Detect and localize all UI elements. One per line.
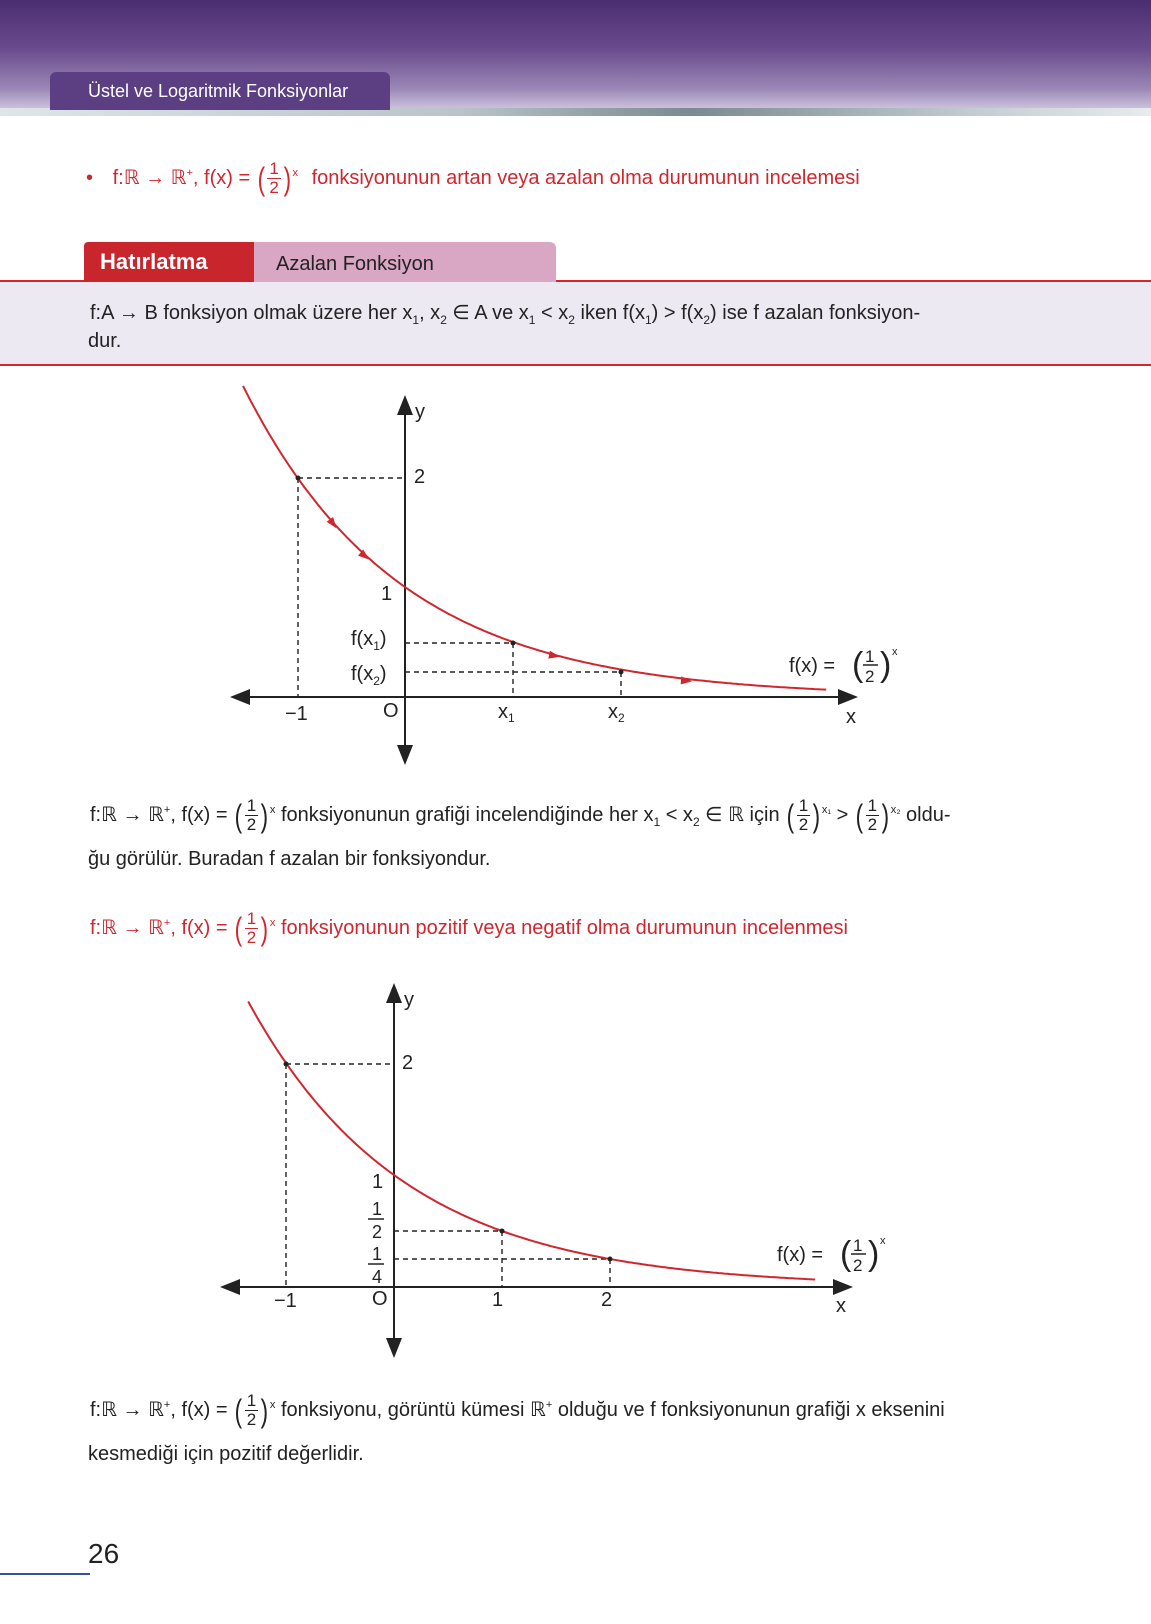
- tick-half: [368, 1199, 384, 1242]
- guide-lines: [286, 1064, 610, 1287]
- svg-text:x: x: [880, 1235, 886, 1247]
- svg-text:(: (: [840, 1235, 852, 1273]
- fx-label: , f(x) =: [192, 166, 256, 189]
- tick-xm1: −1: [285, 703, 308, 725]
- points: [296, 476, 624, 675]
- paragraph-2-line2: kesmediği için pozitif değerlidir.: [88, 1443, 364, 1465]
- graph-positive: [0, 980, 1151, 1360]
- page-number: 26: [88, 1538, 120, 1569]
- fraction: $\frac{1}{2}$: [269, 159, 279, 197]
- tick-y1: 1: [381, 583, 393, 605]
- svg-text:): ): [880, 646, 892, 684]
- svg-text:(: (: [852, 646, 864, 684]
- tick-y2: 2: [414, 466, 426, 488]
- svg-text:2: 2: [853, 1256, 863, 1275]
- tick-xm1: −1: [274, 1290, 297, 1312]
- graph-decreasing: [0, 380, 1151, 770]
- bullet-func-prefix: f:ℝ → ℝ: [112, 166, 187, 189]
- chapter-title: Üstel ve Logaritmik Fonksiyonlar: [50, 72, 390, 110]
- tick-y2: 2: [402, 1052, 414, 1074]
- bullet-heading: • f:ℝ → ℝ+, f(x) = ( $\frac{1}{2}$ ) $^x$ fonksiyonunun artan veya azalan olma durumunun incelemesi: [86, 159, 860, 197]
- svg-text:1: 1: [853, 1236, 863, 1255]
- svg-text:): ): [868, 1235, 880, 1273]
- svg-text:f(x) =: f(x) =: [777, 1244, 824, 1266]
- tick-fx2: $f(x_2)$: [351, 663, 387, 688]
- curve-label-2: [777, 1235, 886, 1275]
- tick-y1: 1: [372, 1171, 384, 1193]
- paragraph-2-line1: f:ℝ → ℝ+, f(x) = ( $\frac{1}{2}$ ) $^x$ fonksiyonu, görüntü kümesi ℝ+ olduğu ve f fonksiyonunun grafiği x eksenini: [90, 1391, 945, 1429]
- bullet-text: fonksiyonunun artan veya azalan olma durumunun incelemesi: [311, 166, 860, 189]
- y-label: y: [404, 989, 414, 1011]
- page-number-rule: [0, 1573, 90, 1575]
- paragraph-1-line2: ğu görülür. Buradan f azalan bir fonksiyondur.: [88, 848, 491, 870]
- svg-text:2: 2: [372, 1222, 383, 1242]
- tick-x1: $x_1$: [498, 701, 515, 725]
- paragraph-1-line1: f:ℝ → ℝ+, f(x) = ( $\frac{1}{2}$ ) $^x$ fonksiyonunun grafiği incelendiğinde her $x_1 < x_2$ ∈ ℝ için ( $\frac{1}{2}$ ) $^{x_1}$ > ( $\frac{1}{2}$ ) $^{x_2}$ oldu-: [90, 796, 951, 834]
- tick-x2: $x_2$: [608, 701, 625, 725]
- svg-text:1: 1: [372, 1199, 383, 1219]
- guide-lines: [298, 478, 621, 697]
- exponent: x: [292, 167, 298, 180]
- tick-x1: 1: [492, 1289, 504, 1311]
- bullet-symbol: •: [86, 166, 94, 189]
- svg-text:f(x) =: f(x) =: [789, 655, 836, 677]
- reminder-line1: f:A → B fonksiyon olmak üzere her $x_1$, $x_2$ ∈ A ve $x_1 < x_2$ iken $f(x_1) > f(x_2)$ ise f azalan fonksiyon-: [90, 302, 921, 327]
- origin: O: [383, 700, 399, 722]
- svg-text:1: 1: [865, 647, 875, 666]
- positive-curve: [248, 1002, 815, 1280]
- tick-x2: 2: [601, 1289, 613, 1311]
- svg-text:2: 2: [865, 667, 875, 686]
- origin: O: [372, 1288, 388, 1310]
- reminder-title: Azalan Fonksiyon: [254, 242, 556, 282]
- sup-plus: +: [186, 167, 193, 180]
- y-label: y: [415, 401, 425, 423]
- tick-fx1: $f(x_1)$: [351, 628, 387, 653]
- reminder-tab: Hatırlatma: [84, 242, 254, 282]
- tick-quarter: [368, 1244, 384, 1287]
- svg-text:4: 4: [372, 1267, 383, 1287]
- decreasing-curve: [243, 386, 826, 690]
- curve-label-1: [789, 646, 898, 686]
- svg-text:x: x: [892, 646, 898, 658]
- x-label: x: [836, 1295, 846, 1317]
- svg-text:1: 1: [372, 1244, 383, 1264]
- section-2-heading: f:ℝ → ℝ+, f(x) = ( $\frac{1}{2}$ ) $^x$ fonksiyonunun pozitif veya negatif olma durumunun incelenmesi: [90, 909, 848, 947]
- reminder-line2: dur.: [88, 330, 122, 352]
- x-label: x: [846, 706, 856, 728]
